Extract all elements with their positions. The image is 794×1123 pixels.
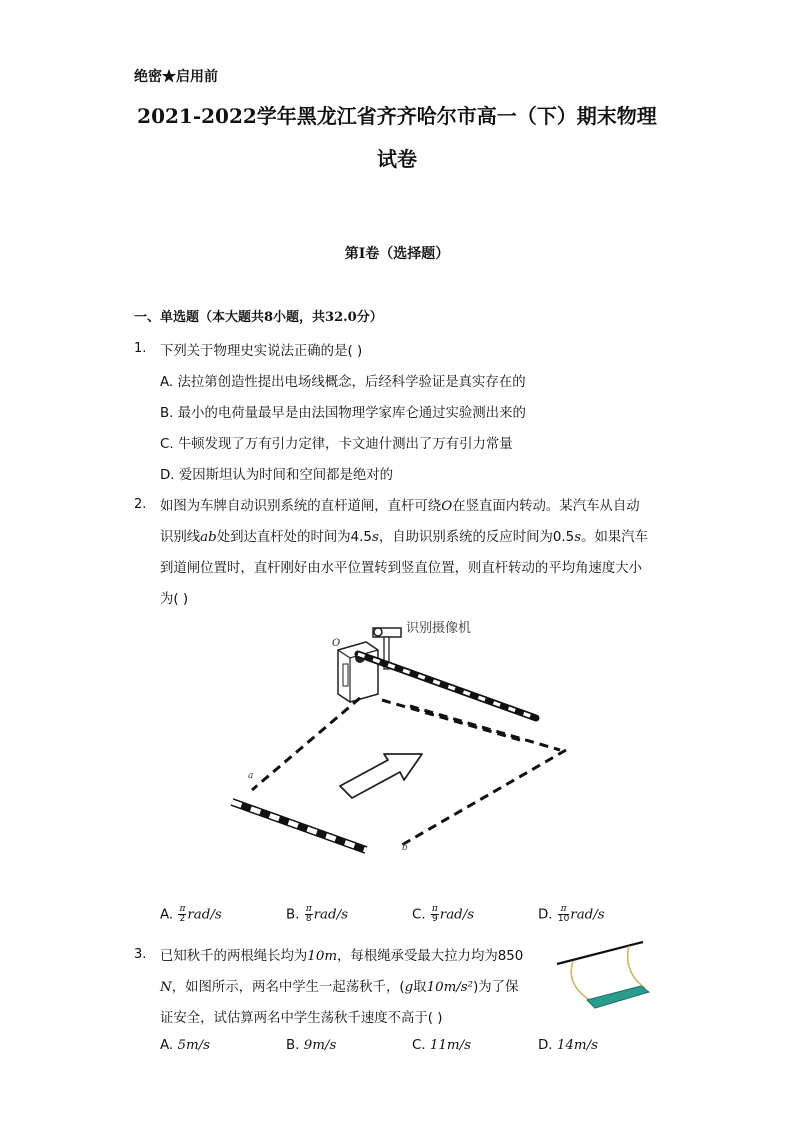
q3-text: 取 (413, 980, 427, 995)
recognition-line-ab (232, 802, 366, 850)
q2-stem-line2 (160, 526, 648, 545)
fraction-den: 10 (557, 914, 570, 924)
option-value: 11m/s (429, 1038, 471, 1053)
fraction (178, 905, 186, 924)
section-heading: 一、单选题（本大题共8小题，共32.0分） (134, 310, 383, 325)
q3-option-d (538, 1038, 598, 1053)
fraction-den: 2 (179, 914, 186, 924)
confidential-label: 绝密★启用前 (134, 69, 218, 85)
swing-rope-left (571, 961, 593, 1002)
fraction-num: π (305, 904, 312, 914)
option-value: 14m/s (556, 1038, 598, 1053)
q3-text: 已知秋千的两根绳长均为 (160, 949, 308, 964)
option-letter: C. (412, 1038, 426, 1053)
option-letter: B. (286, 1038, 300, 1053)
q2-var-ab: ab (200, 530, 217, 545)
q2-unit-s: s (574, 530, 582, 545)
q2-number: 2. (134, 497, 147, 512)
q1-stem: 下列关于物理史实说法正确的是( ) (160, 344, 363, 359)
swing-figure (553, 938, 653, 1020)
q3-length: 10m (307, 949, 338, 964)
option-letter: A. (160, 907, 174, 923)
q2-option-c (412, 905, 474, 924)
barrier-gate-figure (220, 610, 580, 860)
barrier-arm (358, 654, 536, 718)
fraction (558, 905, 569, 924)
option-unit: rad/s (187, 907, 222, 923)
swing-rope-right (628, 946, 645, 988)
option-unit: rad/s (313, 907, 348, 923)
q2-time1: 4.5 (350, 530, 372, 545)
q2-stem-line4: 为( ) (160, 592, 189, 607)
q2-text: 。如果汽车 (581, 530, 649, 545)
q3-text: ，每根绳承受最大拉力均为850 (337, 949, 524, 964)
q2-time2: 0.5 (552, 530, 575, 545)
q3-text: ，如图所示，两名中学生一起荡秋千，( (171, 980, 405, 995)
option-letter: A. (160, 1038, 174, 1053)
q2-text: 如图为车牌自动识别系统的直杆道闸，直杆可绕 (160, 499, 442, 514)
option-unit: rad/s (439, 907, 475, 923)
fraction-den: 8 (305, 914, 312, 924)
q3-option-b (286, 1038, 336, 1053)
q3-var-g: g (404, 980, 414, 995)
option-letter: C. (412, 907, 426, 923)
q2-option-a (160, 905, 222, 924)
option-letter: B. (286, 907, 300, 923)
q3-text: )为了保 (473, 980, 519, 995)
point-a-label: a (248, 771, 254, 781)
q3-stem-line2 (160, 976, 518, 995)
volume-heading: 第I卷（选择题） (344, 246, 450, 262)
q1-option-c: C. 牛顿发现了万有引力定律，卡文迪什测出了万有引力常量 (160, 437, 513, 452)
q3-stem-line1 (160, 945, 523, 964)
fraction-den: 9 (431, 914, 438, 924)
fraction (431, 905, 439, 924)
camera-label: 识别摄像机 (406, 621, 472, 636)
swing-seat (587, 986, 649, 1008)
q2-var-o: O (441, 499, 453, 514)
point-o-label: O (332, 638, 341, 649)
option-value: 5m/s (177, 1038, 211, 1053)
option-letter: D. (538, 1038, 553, 1053)
direction-arrow-icon (340, 754, 422, 798)
fraction-num: π (431, 904, 438, 914)
q3-stem-line3: 证安全，试估算两名中学生荡秋千速度不高于( ) (160, 1011, 443, 1026)
q3-g-value: 10m/s² (426, 980, 474, 995)
q3-unit-n: N (160, 980, 172, 995)
q2-text: 在竖直面内转动。某汽车从自动 (452, 499, 640, 514)
q3-option-c (412, 1038, 471, 1053)
swing-beam (557, 942, 643, 964)
fraction-num: π (179, 904, 186, 914)
fraction-num: π (558, 905, 569, 915)
q3-option-a (160, 1038, 210, 1053)
paper-title-line2: 试卷 (377, 147, 417, 171)
q2-stem-line3: 到道闸位置时，直杆刚好由水平位置转到竖直位置，则直杆转动的平均角速度大小 (160, 561, 643, 576)
q2-option-b (286, 905, 348, 924)
q2-stem-line1 (160, 495, 640, 514)
q2-text: ，自助识别系统的反应时间为 (378, 530, 553, 545)
fraction (305, 905, 313, 924)
q2-unit-s: s (371, 530, 379, 545)
option-unit: rad/s (570, 907, 605, 923)
q1-option-a: A. 法拉第创造性提出电场线概念，后经科学验证是真实存在的 (160, 375, 526, 390)
q1-option-b: B. 最小的电荷量最早是由法国物理学家库仑通过实验测出来的 (160, 406, 526, 421)
point-b-label: b (402, 843, 408, 853)
q1-option-d: D. 爱因斯坦认为时间和空间都是绝对的 (160, 468, 394, 483)
option-letter: D. (538, 907, 553, 923)
paper-title-line1: 2021-2022学年黑龙江省齐齐哈尔市高一（下）期末物理 (137, 104, 657, 128)
q2-text: 处到达直杆处的时间为 (216, 530, 351, 545)
q1-number: 1. (134, 341, 147, 356)
q3-number: 3. (134, 947, 147, 962)
q2-option-d (538, 905, 605, 924)
option-value: 9m/s (303, 1038, 337, 1053)
q2-text: 识别线 (160, 530, 201, 545)
